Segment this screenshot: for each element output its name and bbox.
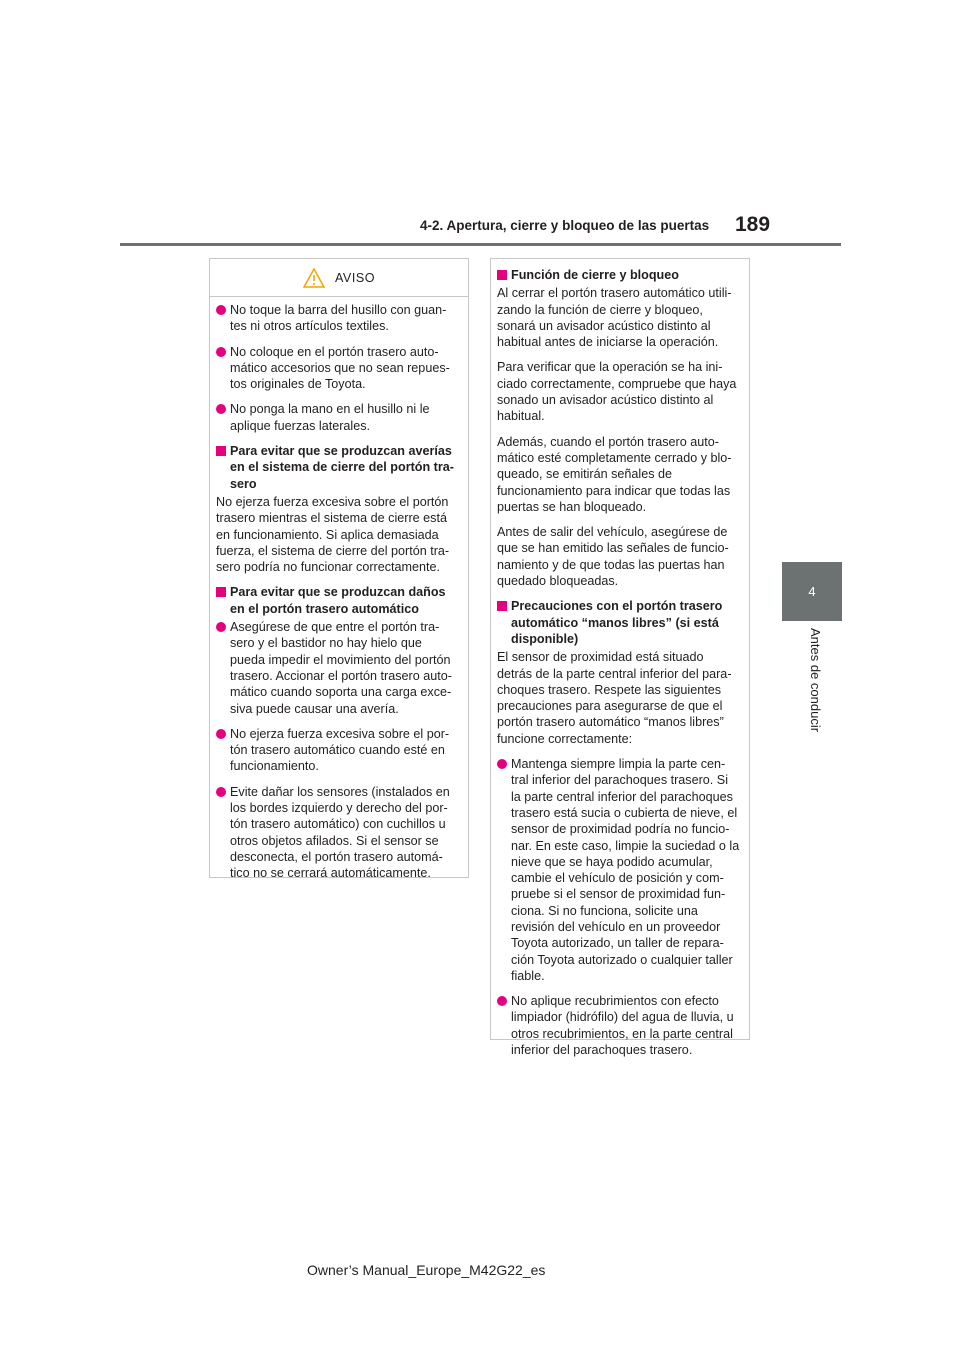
page-number: 189 (735, 213, 771, 236)
square-bullet-icon (497, 270, 507, 280)
paragraph: Al cerrar el portón trasero automático utili-zando la función de cierre y bloqueo, sonará un avisador acústico distinto al habitual antes de iniciarse la operación. (497, 286, 732, 350)
paragraph: El sensor de proximidad está situado detrás de la parte central inferior del para-choques trasero. Respete las siguientes precauciones para asegurarse de que el portón trasero automático “manos libres” funcione correctamente: (497, 650, 732, 746)
list-item: Asegúrese de que entre el portón tra-sero y el bastidor no hay hielo que pueda impedir el movimiento del portón trasero. Accionar el portón trasero auto-mático cuando soporta una carga exce-siva puede causar una avería. (216, 619, 459, 717)
paragraph: Además, cuando el portón trasero auto-mático esté completamente cerrado y blo-queado, se emitirán señales de funcionamiento para indicar que todas las puertas se han bloqueado. (497, 434, 732, 514)
chapter-label: Antes de conducir (808, 628, 823, 733)
square-bullet-icon (497, 601, 507, 611)
warning-icon (303, 268, 325, 288)
bullet-icon (216, 787, 226, 797)
list-item: Evite dañar los sensores (instalados en los bordes izquierdo y derecho del por-tón trasero automático) con cuchillos u otros objetos afilados. Si el sensor se desconecta, el portón trasero automá-tico no se cerrará automáticamente. (216, 784, 459, 882)
bullet-icon (497, 996, 507, 1006)
warning-label: AVISO (334, 270, 376, 285)
square-bullet-icon (216, 587, 226, 597)
bullet-icon (216, 305, 226, 315)
section-heading: Para evitar que se produzcan daños en el portón trasero automático (216, 584, 459, 617)
list-item: No ponga la mano en el husillo ni le aplique fuerzas laterales. (216, 401, 459, 434)
section-heading: Precauciones con el portón trasero automático “manos libres” (si está disponible) (497, 598, 740, 647)
info-box (490, 258, 750, 1058)
list-item: No toque la barra del husillo con guan-tes ni otros artículos textiles. (216, 302, 459, 335)
list-item: No aplique recubrimientos con efecto limpiador (hidrófilo) del agua de lluvia, u otros recubrimientos, en la parte central inferior del parachoques trasero. (497, 993, 740, 1058)
section-title: 4-2. Apertura, cierre y bloqueo de las puertas (420, 218, 710, 233)
bullet-icon (216, 729, 226, 739)
list-item: No ejerza fuerza excesiva sobre el por-tón trasero automático cuando esté en funcionamiento. (216, 726, 459, 775)
paragraph: Antes de salir del vehículo, asegúrese de que se han emitido las señales de funcio-namiento y de que todas las puertas han quedado bloqueadas. (497, 525, 729, 589)
chapter-tab: 4 (782, 562, 842, 621)
list-item: Mantenga siempre limpia la parte cen-tral inferior del parachoques trasero. Si la parte central inferior del parachoques trasero está sucia o cubierta de nieve, el sensor de proximidad podría no funcio-nar. En este caso, limpie la suciedad o la nieve que se haya podido acumular, cambie el vehículo de posición y com-pruebe si el sensor de proximidad fun-ciona. Si no funciona, solicite una revisión del vehículo en un proveedor Toyota autorizado, un taller de repara-ción Toyota autorizado o cualquier taller fiable. (497, 756, 740, 984)
section-heading: Función de cierre y bloqueo (497, 267, 740, 283)
header-rule (120, 243, 841, 246)
bullet-icon (216, 404, 226, 414)
bullet-icon (497, 759, 507, 769)
section-heading: Para evitar que se produzcan averías en el sistema de cierre del portón tra-sero (216, 443, 459, 492)
paragraph: Para verificar que la operación se ha ini-ciado correctamente, compruebe que haya sonado un avisador acústico distinto al habitual. (497, 360, 737, 424)
paragraph: No ejerza fuerza excesiva sobre el portón trasero mientras el sistema de cierre está en funcionamiento. Si aplica demasiada fuerza, el sistema de cierre del portón tra-sero podría no funcionar correctamente. (216, 494, 450, 575)
bullet-icon (216, 622, 226, 632)
bullet-icon (216, 347, 226, 357)
footer-text: Owner’s Manual_Europe_M42G22_es (307, 1262, 546, 1278)
list-item: No coloque en el portón trasero auto-mático accesorios que no sean repues-tos originales de Toyota. (216, 344, 459, 393)
square-bullet-icon (216, 446, 226, 456)
warning-header (210, 266, 468, 297)
warning-box (209, 258, 469, 881)
